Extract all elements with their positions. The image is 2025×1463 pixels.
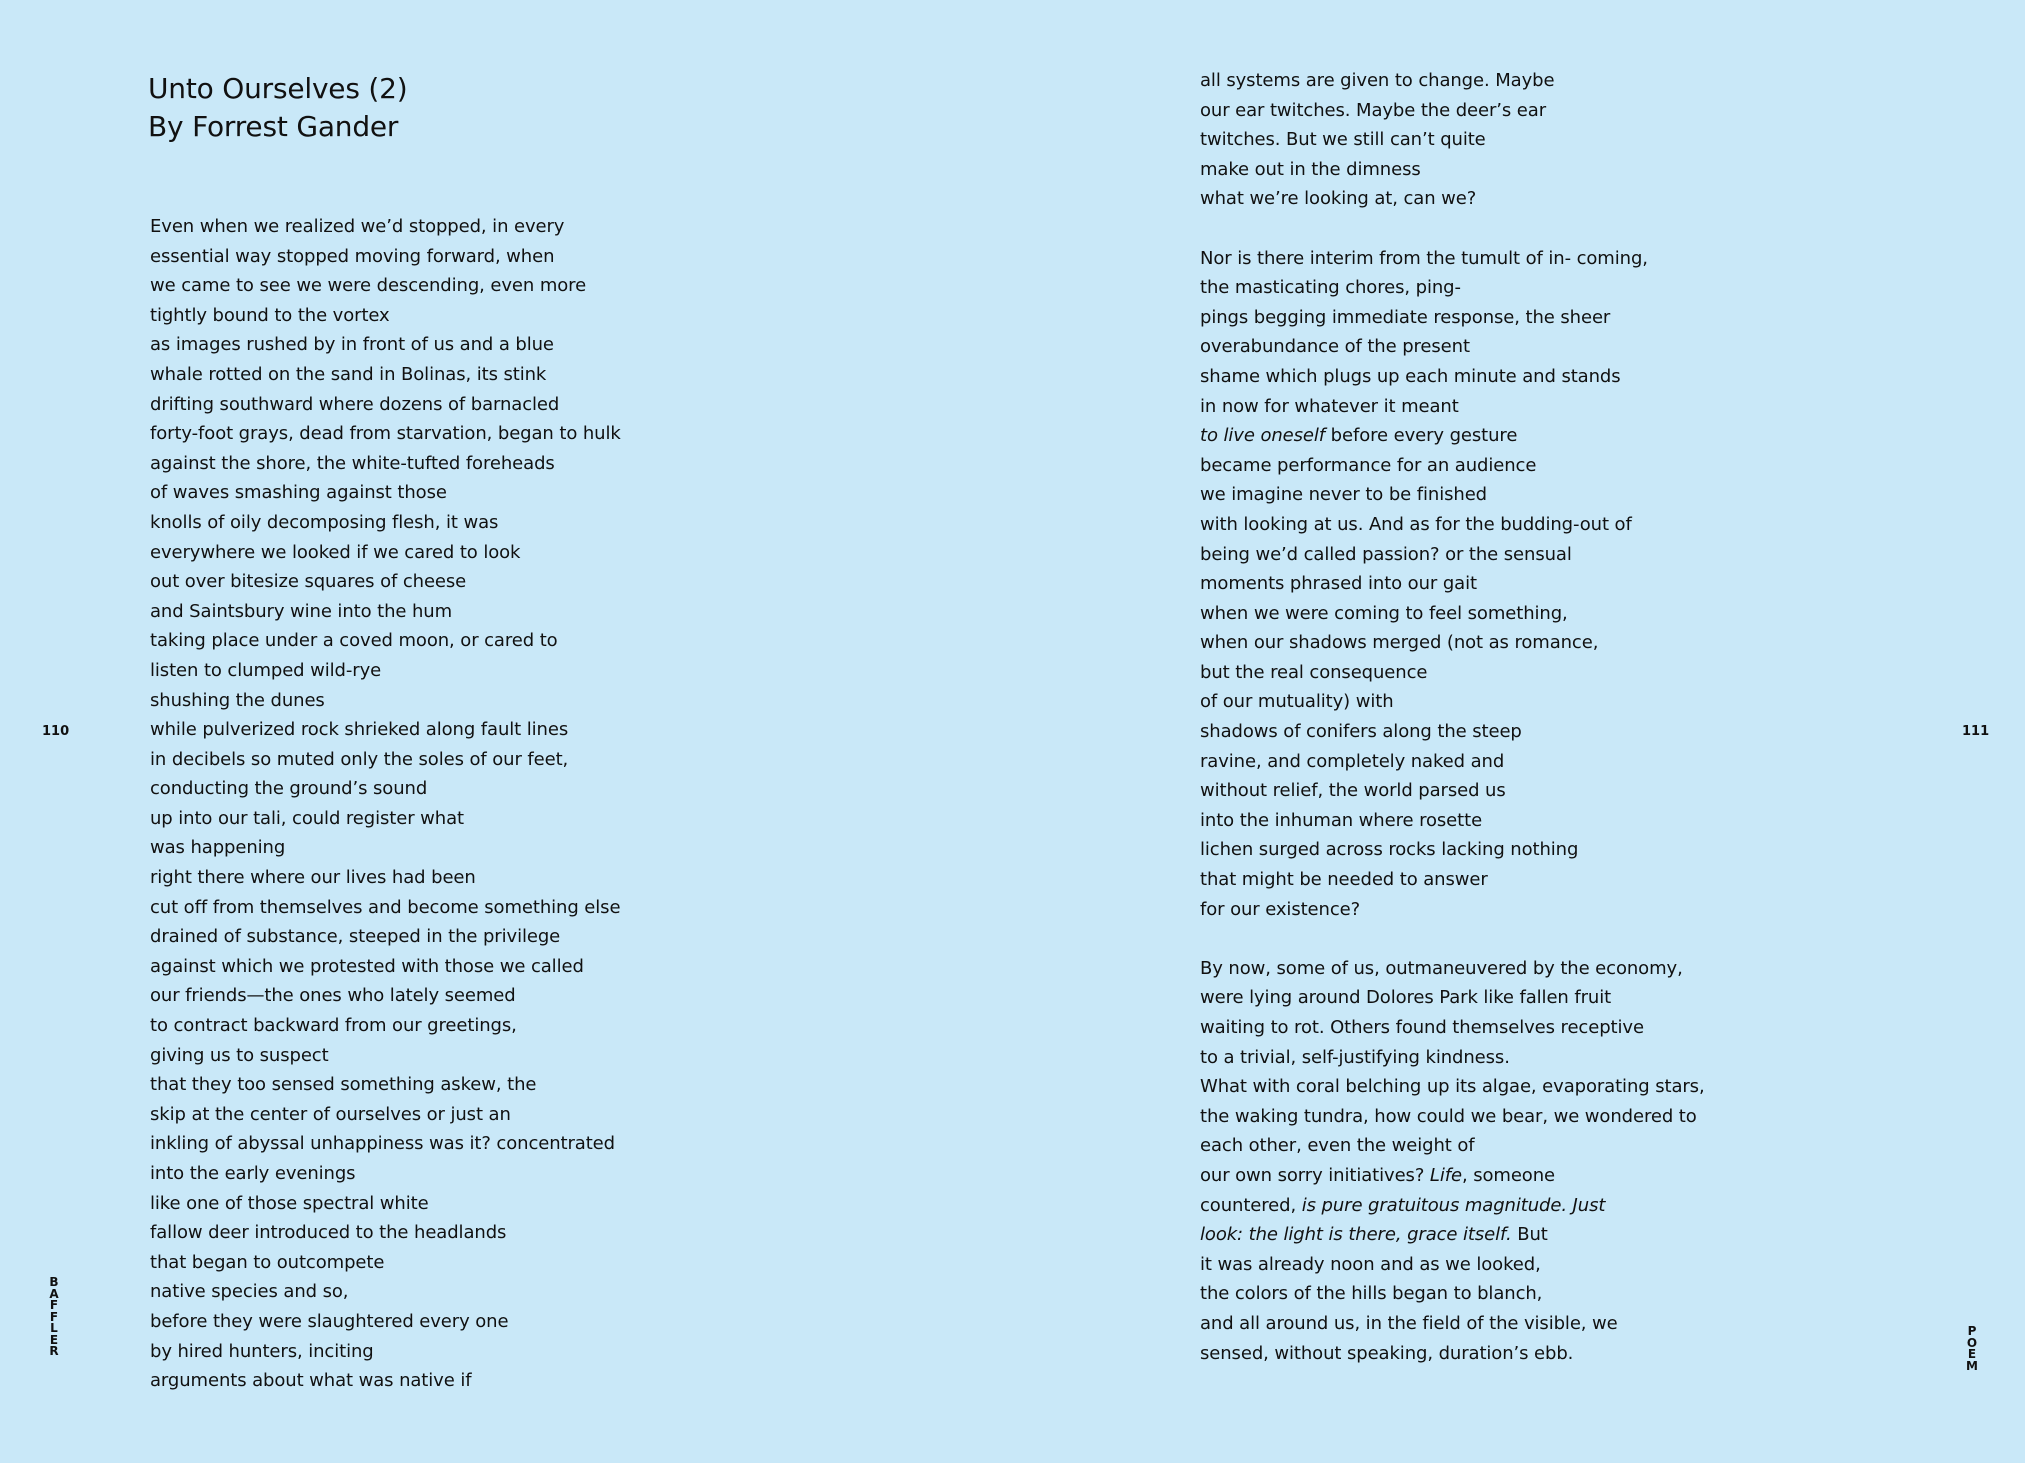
poem-title: Unto Ourselves (2)	[148, 72, 408, 105]
poem-line: what we’re looking at, can we?	[1200, 188, 1477, 210]
poem-line: to a trivial, self-justifying kindness.	[1200, 1046, 1510, 1068]
poem-line: our ear twitches. Maybe the deer’s ear	[1200, 99, 1547, 121]
poem-line: up into our tali, could register what	[150, 807, 464, 829]
poem-line: of our mutuality) with	[1200, 691, 1394, 713]
poem-line: right there where our lives had been	[150, 867, 476, 889]
poem-line: we imagine never to be finished	[1200, 484, 1487, 506]
poem-line: sensed, without speaking, duration’s ebb.	[1200, 1342, 1574, 1364]
poem-line: being we’d called passion? or the sensual	[1200, 543, 1572, 565]
poem-line	[1200, 924, 1705, 954]
poem-line: that they too sensed something askew, the	[150, 1074, 537, 1096]
poem-right-column	[1200, 66, 1705, 1368]
side-label-baffler: B A F F L E R	[49, 1275, 59, 1358]
poem-line: of waves smashing against those	[150, 482, 447, 504]
poem-line: was happening	[150, 837, 286, 859]
poem-line: each other, even the weight of	[1200, 1135, 1475, 1157]
poem-line: moments phrased into our gait	[1200, 573, 1477, 595]
poem-line: when our shadows merged (not as romance,	[1200, 632, 1599, 654]
poem-line: we came to see we were descending, even more	[150, 275, 587, 297]
poem-line: make out in the dimness	[1200, 158, 1421, 180]
poem-line: were lying around Dolores Park like fallen fruit	[1200, 987, 1612, 1009]
page-number-left: 110	[42, 724, 70, 739]
poem-line: skip at the center of ourselves or just an	[150, 1103, 511, 1125]
poem-line: overabundance of the present	[1200, 336, 1470, 358]
poem-line: shushing the dunes	[150, 689, 325, 711]
poem-line: like one of those spectral white	[150, 1192, 429, 1214]
poem-line: that might be needed to answer	[1200, 869, 1488, 891]
poem-line: twitches. But we still can’t quite	[1200, 129, 1486, 151]
poem-line: our friends—the ones who lately seemed	[150, 985, 516, 1007]
poem-line: out over bitesize squares of cheese	[150, 571, 467, 593]
poem-line: lichen surged across rocks lacking nothing	[1200, 839, 1579, 861]
poem-line: but the real consequence	[1200, 661, 1428, 683]
poem-line: drained of substance, steeped in the privilege	[150, 926, 561, 948]
poem-line: the waking tundra, how could we bear, we wondered to	[1200, 1105, 1697, 1127]
poem-line: tightly bound to the vortex	[150, 304, 390, 326]
poem-line: became performance for an audience	[1200, 454, 1537, 476]
poem-line: taking place under a coved moon, or cared to	[150, 630, 558, 652]
poem-line: Even when we realized we’d stopped, in every	[150, 216, 565, 237]
poem-line: arguments about what was native if	[150, 1370, 472, 1392]
poem-line: the colors of the hills began to blanch,	[1200, 1283, 1543, 1305]
poem-line: by hired hunters, inciting	[150, 1340, 374, 1362]
poem-author: By Forrest Gander	[148, 110, 399, 143]
poem-left-column	[150, 212, 621, 1396]
poem-line: By now, some of us, outmaneuvered by the economy,	[1200, 957, 1683, 979]
poem-line: countered, is pure gratuitous magnitude. Just	[1200, 1194, 1606, 1216]
poem-line: all systems are given to change. Maybe	[1200, 70, 1555, 91]
poem-line: while pulverized rock shrieked along fault lines	[150, 719, 569, 741]
poem-line: native species and so,	[150, 1281, 349, 1303]
poem-line: conducting the ground’s sound	[150, 778, 428, 800]
side-label-poem: P O E M	[1966, 1324, 1978, 1373]
poem-line: knolls of oily decomposing flesh, it was	[150, 511, 499, 533]
poem-line: against the shore, the white-tufted foreheads	[150, 452, 555, 474]
poem-line: drifting southward where dozens of barnacled	[150, 393, 560, 415]
poem-line: as images rushed by in front of us and a blue	[150, 334, 554, 356]
poem-line: essential way stopped moving forward, when	[150, 245, 555, 267]
poem-line: everywhere we looked if we cared to look	[150, 541, 521, 563]
poem-line: against which we protested with those we called	[150, 955, 584, 977]
poem-line: our own sorry initiatives? Life, someone	[1200, 1164, 1555, 1186]
poem-line: fallow deer introduced to the headlands	[150, 1222, 507, 1244]
poem-line: with looking at us. And as for the budding-out of	[1200, 513, 1632, 535]
poem-line: to live oneself before every gesture	[1200, 425, 1518, 447]
poem-line: giving us to suspect	[150, 1044, 329, 1066]
poem-line: into the early evenings	[150, 1163, 356, 1184]
poem-line: to contract backward from our greetings,	[150, 1015, 517, 1037]
poem-line: in decibels so muted only the soles of our feet,	[150, 748, 569, 770]
poem-line: shame which plugs up each minute and stands	[1200, 365, 1621, 387]
poem-line: Nor is there interim from the tumult of in- coming,	[1200, 247, 1648, 269]
poem-line: listen to clumped wild-rye	[150, 659, 382, 681]
poem-line: into the inhuman where rosette	[1200, 809, 1483, 831]
poem-line: forty-foot grays, dead from starvation, began to hulk	[150, 423, 621, 445]
poem-line: cut off from themselves and become something else	[150, 896, 621, 918]
poem-line: that began to outcompete	[150, 1251, 385, 1273]
poem-line: inkling of abyssal unhappiness was it? concentrated	[150, 1133, 615, 1155]
poem-line: when we were coming to feel something,	[1200, 602, 1568, 624]
poem-line: in now for whatever it meant	[1200, 395, 1459, 417]
poem-line: look: the light is there, grace itself. But	[1200, 1224, 1548, 1246]
poem-line: without relief, the world parsed us	[1200, 780, 1506, 802]
poem-line: waiting to rot. Others found themselves receptive	[1200, 1017, 1644, 1038]
poem-line: shadows of conifers along the steep	[1200, 721, 1522, 743]
poem-line: for our existence?	[1200, 898, 1361, 920]
poem-line: it was already noon and as we looked,	[1200, 1253, 1541, 1275]
poem-line: and Saintsbury wine into the hum	[150, 600, 453, 622]
page-number-right: 111	[1962, 724, 1990, 739]
poem-line: ravine, and completely naked and	[1200, 750, 1505, 772]
poem-line	[1200, 214, 1705, 244]
poem-title-block	[148, 70, 408, 146]
poem-line: and all around us, in the field of the visible, we	[1200, 1312, 1618, 1334]
poem-line: whale rotted on the sand in Bolinas, its stink	[150, 363, 547, 385]
poem-line: pings begging immediate response, the sheer	[1200, 306, 1611, 328]
poem-line: before they were slaughtered every one	[150, 1310, 509, 1332]
poem-line: What with coral belching up its algae, evaporating stars,	[1200, 1076, 1705, 1098]
poem-line: the masticating chores, ping-	[1200, 277, 1461, 299]
